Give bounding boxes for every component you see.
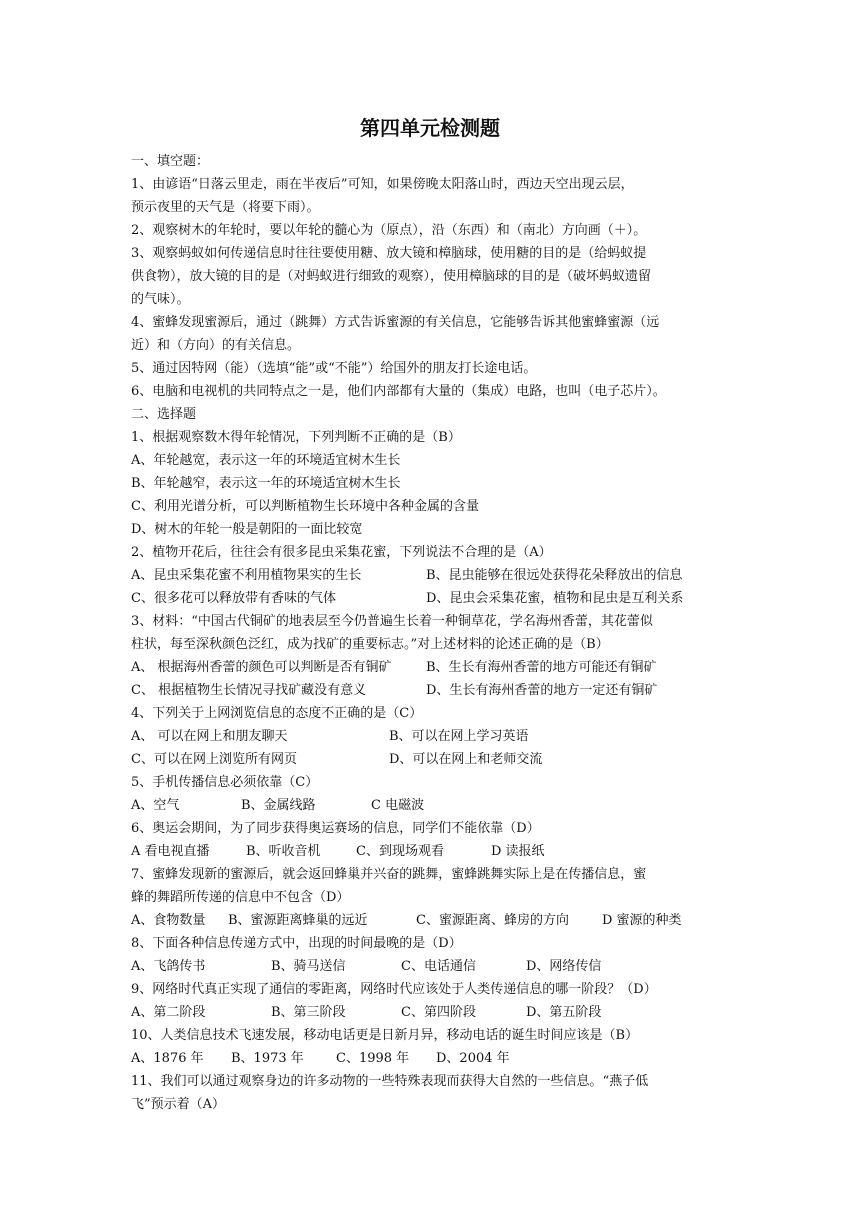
choice-question-2 — [131, 541, 731, 610]
option-row — [131, 955, 731, 978]
choice-question-9 — [131, 978, 731, 1024]
fill-question-6 — [131, 380, 731, 403]
option-b: B、昆虫能够在很远处获得花朵释放出的信息 — [426, 568, 683, 583]
question-stem: 5、手机传播信息必须依靠（C） — [131, 775, 319, 790]
question-line: 预示夜里的天气是（将要下雨）。 — [131, 200, 320, 215]
page-title: 第四单元检测题 — [360, 116, 500, 140]
question-stem: 4、下列关于上网浏览信息的态度不正确的是（C） — [131, 706, 423, 721]
question-stem: 1、根据观察数木得年轮情况，下列判断不正确的是（B） — [131, 430, 461, 445]
fill-question-2 — [131, 219, 731, 242]
choice-question-3 — [131, 610, 731, 702]
option-c: C、可以在网上浏览所有网页 — [131, 752, 297, 767]
choice-question-1 — [131, 426, 731, 541]
option-c: C 电磁波 — [371, 798, 425, 813]
option-row — [131, 840, 731, 863]
question-line: 的气味）。 — [131, 292, 190, 307]
option-c: C、第四阶段 — [401, 1005, 476, 1020]
choice-question-8 — [131, 932, 731, 978]
option-d: D 读报纸 — [491, 844, 545, 859]
option-d: D、树木的年轮一般是朝阳的一面比较宽 — [131, 522, 363, 537]
question-line: 6、电脑和电视机的共同特点之一是，他们内部都有大量的（集成）电路，也叫（电子芯片）。 — [131, 384, 666, 399]
section-heading-fill: 一、填空题： — [131, 154, 210, 169]
option-c: C、到现场观看 — [356, 844, 444, 859]
choice-question-10 — [131, 1024, 731, 1070]
option-a: A、 根据海州香蕾的颜色可以判断是否有铜矿 — [131, 660, 392, 675]
option-row — [131, 587, 731, 610]
option-row — [131, 679, 731, 702]
option-c: C、蜜源距离、蜂房的方向 — [416, 913, 569, 928]
option-c: C、1998 年 — [336, 1051, 410, 1066]
option-a: A、飞鸽传书 — [131, 959, 206, 974]
option-a: A、年轮越宽，表示这一年的环境适宜树木生长 — [131, 453, 401, 468]
question-stem: 2、植物开花后，往往会有很多昆虫采集花蜜，下列说法不合理的是（A） — [131, 545, 552, 560]
choice-question-4 — [131, 702, 731, 771]
question-line: 4、蜜蜂发现蜜源后，通过（跳舞）方式告诉蜜源的有关信息，它能够告诉其他蜜蜂蜜源（远 — [131, 315, 660, 330]
question-stem: 柱状，每至深秋颜色泛红，成为找矿的重要标志。”对上述材料的论述正确的是（B） — [131, 637, 609, 652]
option-d: D、可以在网上和老师交流 — [389, 752, 543, 767]
option-d: D 蜜源的种类 — [602, 913, 682, 928]
question-line: 3、观察蚂蚁如何传递信息时往往要使用糖、放大镜和樟脑球，使用糖的目的是（给蚂蚁提 — [131, 246, 647, 261]
option-c: C、电话通信 — [401, 959, 476, 974]
option-b: B、年轮越窄，表示这一年的环境适宜树木生长 — [131, 476, 401, 491]
option-b: B、听收音机 — [246, 844, 321, 859]
option-d: D、网络传信 — [526, 959, 602, 974]
option-a: A、食物数量 — [131, 913, 206, 928]
question-line: 供食物），放大镜的目的是（对蚂蚁进行细致的观察），使用樟脑球的目的是（破坏蚂蚁遗留 — [131, 269, 652, 284]
question-line: 5、通过因特网（能）（选填“能”或“不能”）给国外的朋友打长途电话。 — [131, 361, 537, 376]
option-a: A、1876 年 — [131, 1051, 204, 1066]
option-b: B、生长有海州香蕾的地方可能还有铜矿 — [426, 660, 657, 675]
option-b: B、1973 年 — [231, 1051, 304, 1066]
question-stem: 飞”预示着（A） — [131, 1097, 226, 1112]
option-a: A、昆虫采集花蜜不利用植物果实的生长 — [131, 568, 362, 583]
question-stem: 3、材料：“中国古代铜矿的地表层至今仍普遍生长着一种铜草花，学名海州香蕾，其花蕾似 — [131, 614, 653, 629]
option-a: A、空气 — [131, 798, 180, 813]
option-row — [131, 1001, 731, 1024]
option-b: B、蜜源距离蜂巢的远近 — [228, 913, 368, 928]
option-d: D、昆虫会采集花蜜，植物和昆虫是互利关系 — [426, 591, 684, 606]
option-c: C、 根据植物生长情况寻找矿藏没有意义 — [131, 683, 367, 698]
section-heading-choice: 二、选择题 — [131, 407, 197, 422]
question-stem: 9、网络时代真正实现了通信的零距离，网络时代应该处于人类传递信息的哪一阶段？（D） — [131, 982, 657, 997]
option-c: C、很多花可以释放带有香味的气体 — [131, 591, 336, 606]
option-b: B、可以在网上学习英语 — [389, 729, 529, 744]
option-row — [131, 748, 731, 771]
option-b: B、骑马送信 — [271, 959, 346, 974]
question-stem: 8、下面各种信息传递方式中，出现的时间最晚的是（D） — [131, 936, 462, 951]
fill-question-3 — [131, 242, 731, 311]
option-row — [131, 725, 731, 748]
question-stem: 11、我们可以通过观察身边的许多动物的一些特殊表现而获得大自然的一些信息。“燕子低 — [131, 1074, 649, 1089]
option-b: B、金属线路 — [241, 798, 316, 813]
option-b: B、第三阶段 — [271, 1005, 346, 1020]
option-row — [131, 564, 731, 587]
option-d: D、生长有海州香蕾的地方一定还有铜矿 — [426, 683, 658, 698]
option-row — [131, 794, 731, 817]
fill-question-4 — [131, 311, 731, 357]
question-stem: 蜂的舞蹈所传递的信息中不包含（D） — [131, 890, 350, 905]
option-a: A、 可以在网上和朋友聊天 — [131, 729, 288, 744]
question-stem: 7、蜜蜂发现新的蜜源后，就会返回蜂巢并兴奋的跳舞，蜜蜂跳舞实际上是在传播信息，蜜 — [131, 867, 647, 882]
worksheet-body — [131, 150, 731, 1116]
option-d: D、2004 年 — [436, 1051, 510, 1066]
question-line: 1、由谚语“日落云里走，雨在半夜后”可知，如果傍晚太阳落山时，西边天空出现云层， — [131, 177, 634, 192]
choice-question-7 — [131, 863, 731, 932]
question-line: 近）和（方向）的有关信息。 — [131, 338, 301, 353]
option-c: C、利用光谱分析，可以判断植物生长环境中各种金属的含量 — [131, 499, 479, 514]
question-line: 2、观察树木的年轮时，要以年轮的髓心为（原点），沿（东西）和（南北）方向画（＋）。 — [131, 223, 647, 238]
option-row — [131, 909, 731, 932]
option-row — [131, 1047, 731, 1070]
choice-question-6 — [131, 817, 731, 863]
option-a: A 看电视直播 — [131, 844, 210, 859]
fill-question-1 — [131, 173, 731, 219]
question-stem: 6、奥运会期间，为了同步获得奥运赛场的信息，同学们不能依靠（D） — [131, 821, 540, 836]
fill-question-5 — [131, 357, 731, 380]
question-stem: 10、人类信息技术飞速发展，移动电话更是日新月异，移动电话的诞生时间应该是（B） — [131, 1028, 639, 1043]
option-a: A、第二阶段 — [131, 1005, 206, 1020]
choice-question-5 — [131, 771, 731, 817]
choice-question-11 — [131, 1070, 731, 1116]
option-d: D、第五阶段 — [526, 1005, 602, 1020]
option-row — [131, 656, 731, 679]
